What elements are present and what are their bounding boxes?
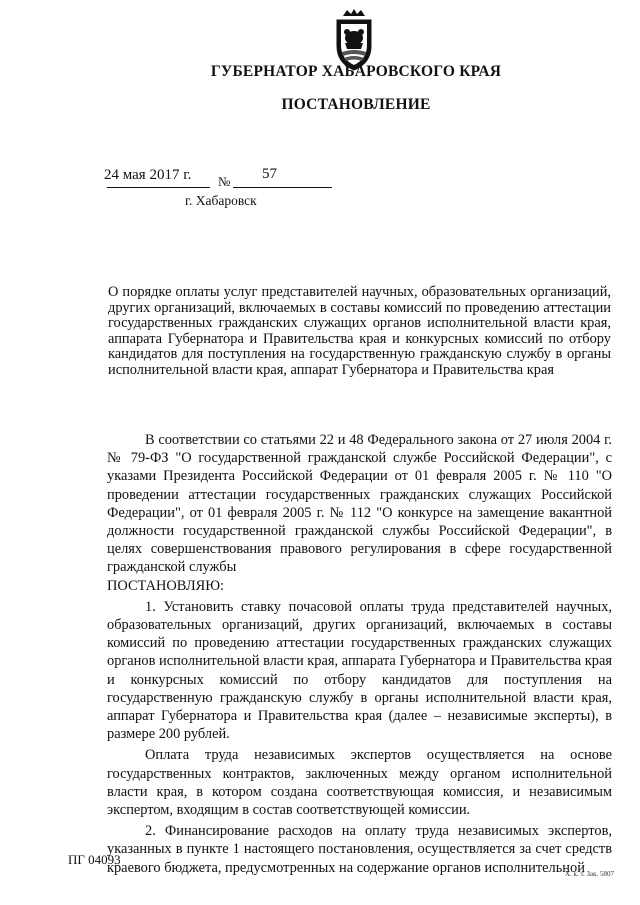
date-underline — [107, 187, 210, 188]
item-1-second-paragraph: Оплата труда независимых экспертов осуществляется на основе государственных контрактов, заключенных между органом исполнительной власти края, в котором создана соответствующая комиссия, и независимым экспертом, входящим в состав соответствующей комиссии. — [107, 747, 612, 819]
document-issuer-title: ГУБЕРНАТОР ХАБАРОВСКОГО КРАЯ — [210, 63, 502, 80]
document-city: г. Хабаровск — [185, 193, 257, 208]
document-number: 57 — [262, 166, 277, 182]
document-subject: О порядке оплаты услуг представителей научных, образовательных организаций, других организаций, включаемых в составы комиссий по проведению аттестации государственных гражданских служащих органов исполнительной власти края, аппарата Губернатора и Правительства края и конкурсных комиссий по отбору кандидатов для поступления на государственную гражданскую службу в органы исполнительной власти края, аппарат Губернатора и Правительства края — [108, 284, 611, 378]
document-type-title: ПОСТАНОВЛЕНИЕ — [281, 96, 431, 113]
document-date: 24 мая 2017 г. — [104, 167, 192, 183]
number-underline — [233, 187, 332, 188]
document-code: ПГ 04093 — [68, 852, 121, 867]
print-order-note: Х. к. т. Зак. 5807 — [565, 870, 615, 878]
preamble-paragraph: В соответствии со статьями 22 и 48 Федерального закона от 27 июля 2004 г. № 79-ФЗ "О государственной гражданской службе Российской Федерации", с указами Президента Российской Федерации от 01 февраля 2005 г. № 110 "О проведении аттестации государственных гражданских служащих Российской Федерации", от 01 февраля 2005 г. № 112 "О конкурсе на замещение вакантной должности государственной гражданской службы Российской Федерации", в целях совершенствования правового регулирования в сфере государственной гражданской службы — [107, 432, 612, 576]
decree-word: ПОСТАНОВЛЯЮ: — [107, 577, 225, 594]
number-sign: № — [218, 174, 231, 189]
item-2-paragraph: 2. Финансирование расходов на оплату труда независимых экспертов, указанных в пункте 1 настоящего постановления, осуществляется за счет средств краевого бюджета, предусмотренных на содержание органов исполнительной — [107, 823, 612, 876]
item-1-paragraph: 1. Установить ставку почасовой оплаты труда представителей научных, образовательных организаций, других организаций, включаемых в составы комиссий по проведению аттестации государственных гражданских служащих органов исполнительной власти края, аппарата Губернатора и Правительства края и конкурсных комиссий по отбору кандидатов для поступления на государственную гражданскую службу в органы исполнительной власти края, аппарат Губернатора и Правительства края (далее – независимые эксперты), в размере 200 рублей. — [107, 598, 612, 743]
document-body — [107, 431, 615, 878]
